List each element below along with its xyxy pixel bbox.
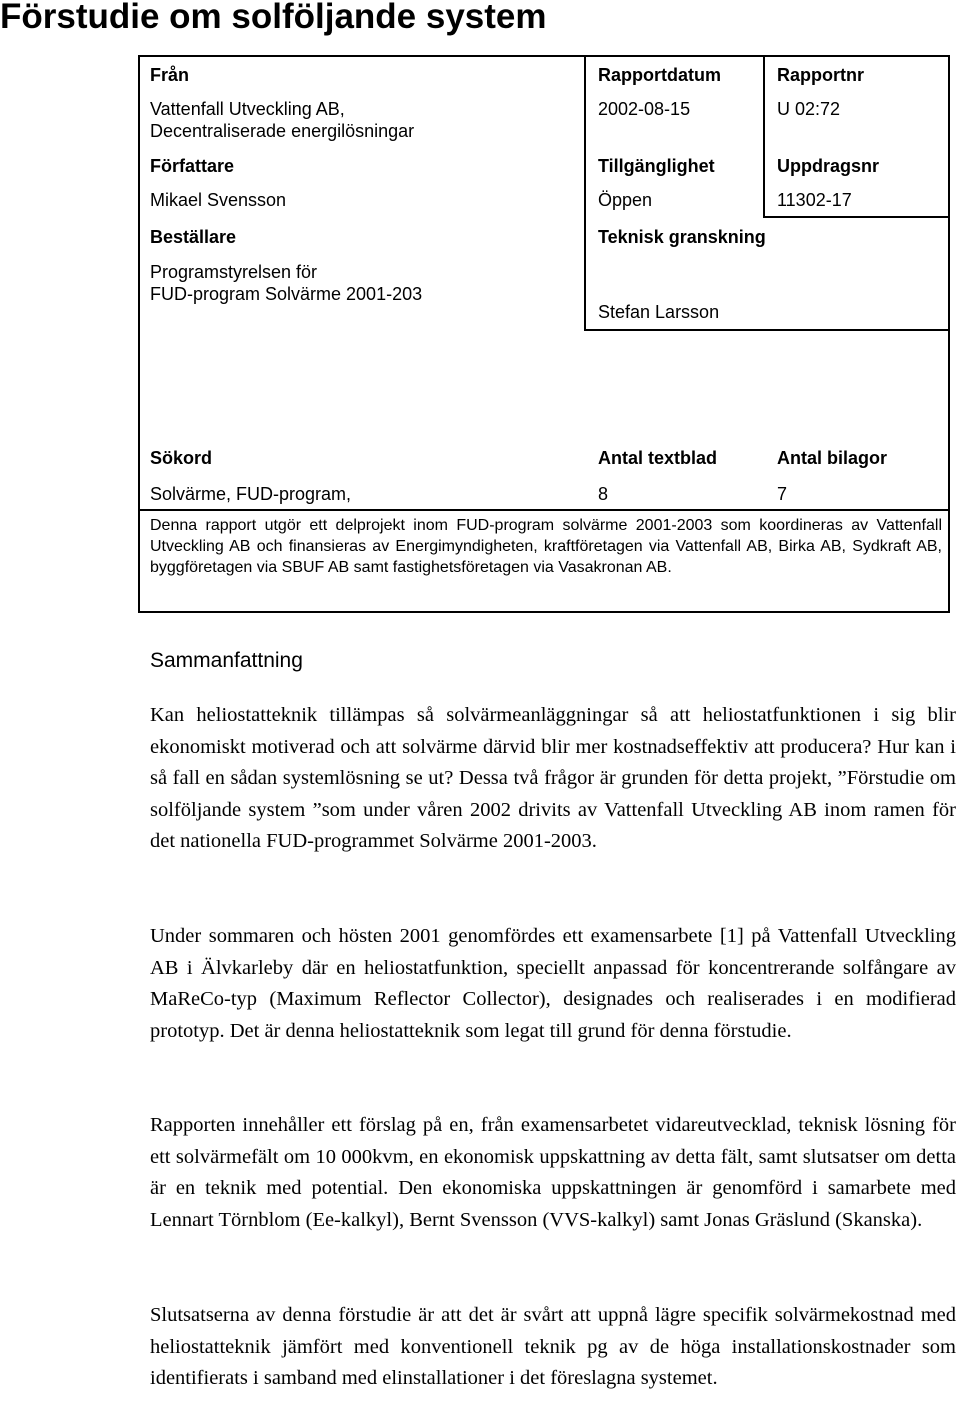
keywords-label: Sökord xyxy=(150,448,213,468)
appendices-label: Antal bilagor xyxy=(777,448,888,468)
info-box-divider xyxy=(763,216,950,218)
text-pages-label: Antal textblad xyxy=(598,448,718,468)
info-box-divider xyxy=(763,55,765,217)
info-box-divider xyxy=(584,55,586,331)
appendices-value: 7 xyxy=(777,484,788,504)
client-value-line-2: FUD-program Solvärme 2001-203 xyxy=(150,284,423,304)
keywords-value: Solvärme, FUD-program, xyxy=(150,484,352,504)
client-value-line-1: Programstyrelsen för xyxy=(150,262,318,282)
summary-heading: Sammanfattning xyxy=(150,649,303,672)
report-number-label: Rapportnr xyxy=(777,65,864,85)
info-box-divider xyxy=(584,329,950,331)
author-label: Författare xyxy=(150,156,235,176)
client-label: Beställare xyxy=(150,227,237,247)
report-description: Denna rapport utgör ett delprojekt inom FUD-program solvärme 2001-2003 som koordineras av Vattenfall Utveckling AB och finansieras av Energimyndigheten, kraftföretagen via Vattenfall AB, Birka AB, Sydkraft AB, byggföretagen via SBUF AB samt fastighetsföretagen via Vasakronan AB. xyxy=(150,517,942,576)
report-number-value: U 02:72 xyxy=(777,99,841,119)
from-label: Från xyxy=(150,65,190,85)
info-box-divider xyxy=(138,509,950,511)
summary-paragraph: Under sommaren och hösten 2001 genomfördes ett examensarbete [1] på Vattenfall Utveckling AB i Älvkarleby där en heliostatfunktion, speciellt anpassad för koncentrerande solfångare av MaReCo-typ (Maximum Reflector Collector), designades och realiserades i en modifierad prototyp. Det är denna heliostatteknik som legat till grund för denna förstudie. xyxy=(150,925,956,1042)
availability-label: Tillgänglighet xyxy=(598,156,715,176)
text-pages-value: 8 xyxy=(598,484,609,504)
summary-paragraph: Slutsatserna av denna förstudie är att det är svårt att uppnå lägre specifik solvärmekostnad med heliostatteknik jämfört med konventionell teknik pg av de höga installationskostnader som identifierats i samband med elinstallationer i det föreslagna systemet. xyxy=(150,1304,956,1389)
from-value-line-1: Vattenfall Utveckling AB, xyxy=(150,99,345,119)
document-title: Förstudie om solföljande system xyxy=(0,0,547,36)
report-date-label: Rapportdatum xyxy=(598,65,721,85)
report-date-value: 2002-08-15 xyxy=(598,99,691,119)
availability-value: Öppen xyxy=(598,190,653,210)
from-value-line-2: Decentraliserade energilösningar xyxy=(150,121,415,141)
summary-paragraph: Kan heliostatteknik tillämpas så solvärmeanläggningar så att heliostatfunktionen i sig blir ekonomiskt motiverad och att solvärme därvid blir mer kostnadseffektiv att producera? Hur kan i så fall en sådan systemlösning se ut? Dessa två frågor är grunden för detta projekt, ”Förstudie om solföljande system ”som under våren 2002 drivits av Vattenfall Utveckling AB inom ramen för det nationella FUD-programmet Solvärme 2001-2003. xyxy=(150,704,956,852)
assignment-number-value: 11302-17 xyxy=(777,190,852,210)
assignment-number-label: Uppdragsnr xyxy=(777,156,880,176)
author-value: Mikael Svensson xyxy=(150,190,287,210)
technical-review-value: Stefan Larsson xyxy=(598,302,720,322)
technical-review-label: Teknisk granskning xyxy=(598,227,766,247)
summary-paragraph: Rapporten innehåller ett förslag på en, från examensarbetet vidareutvecklad, teknisk lösning för ett solvärmefält om 10 000kvm, en ekonomisk uppskattning av detta fält, samt slutsatser om detta är en teknik med potential. Den ekonomiska uppskattningen är genomförd i samarbete med Lennart Törnblom (Ee-kalkyl), Bernt Svensson (VVS-kalkyl) samt Jonas Gräslund (Skanska). xyxy=(150,1114,956,1231)
